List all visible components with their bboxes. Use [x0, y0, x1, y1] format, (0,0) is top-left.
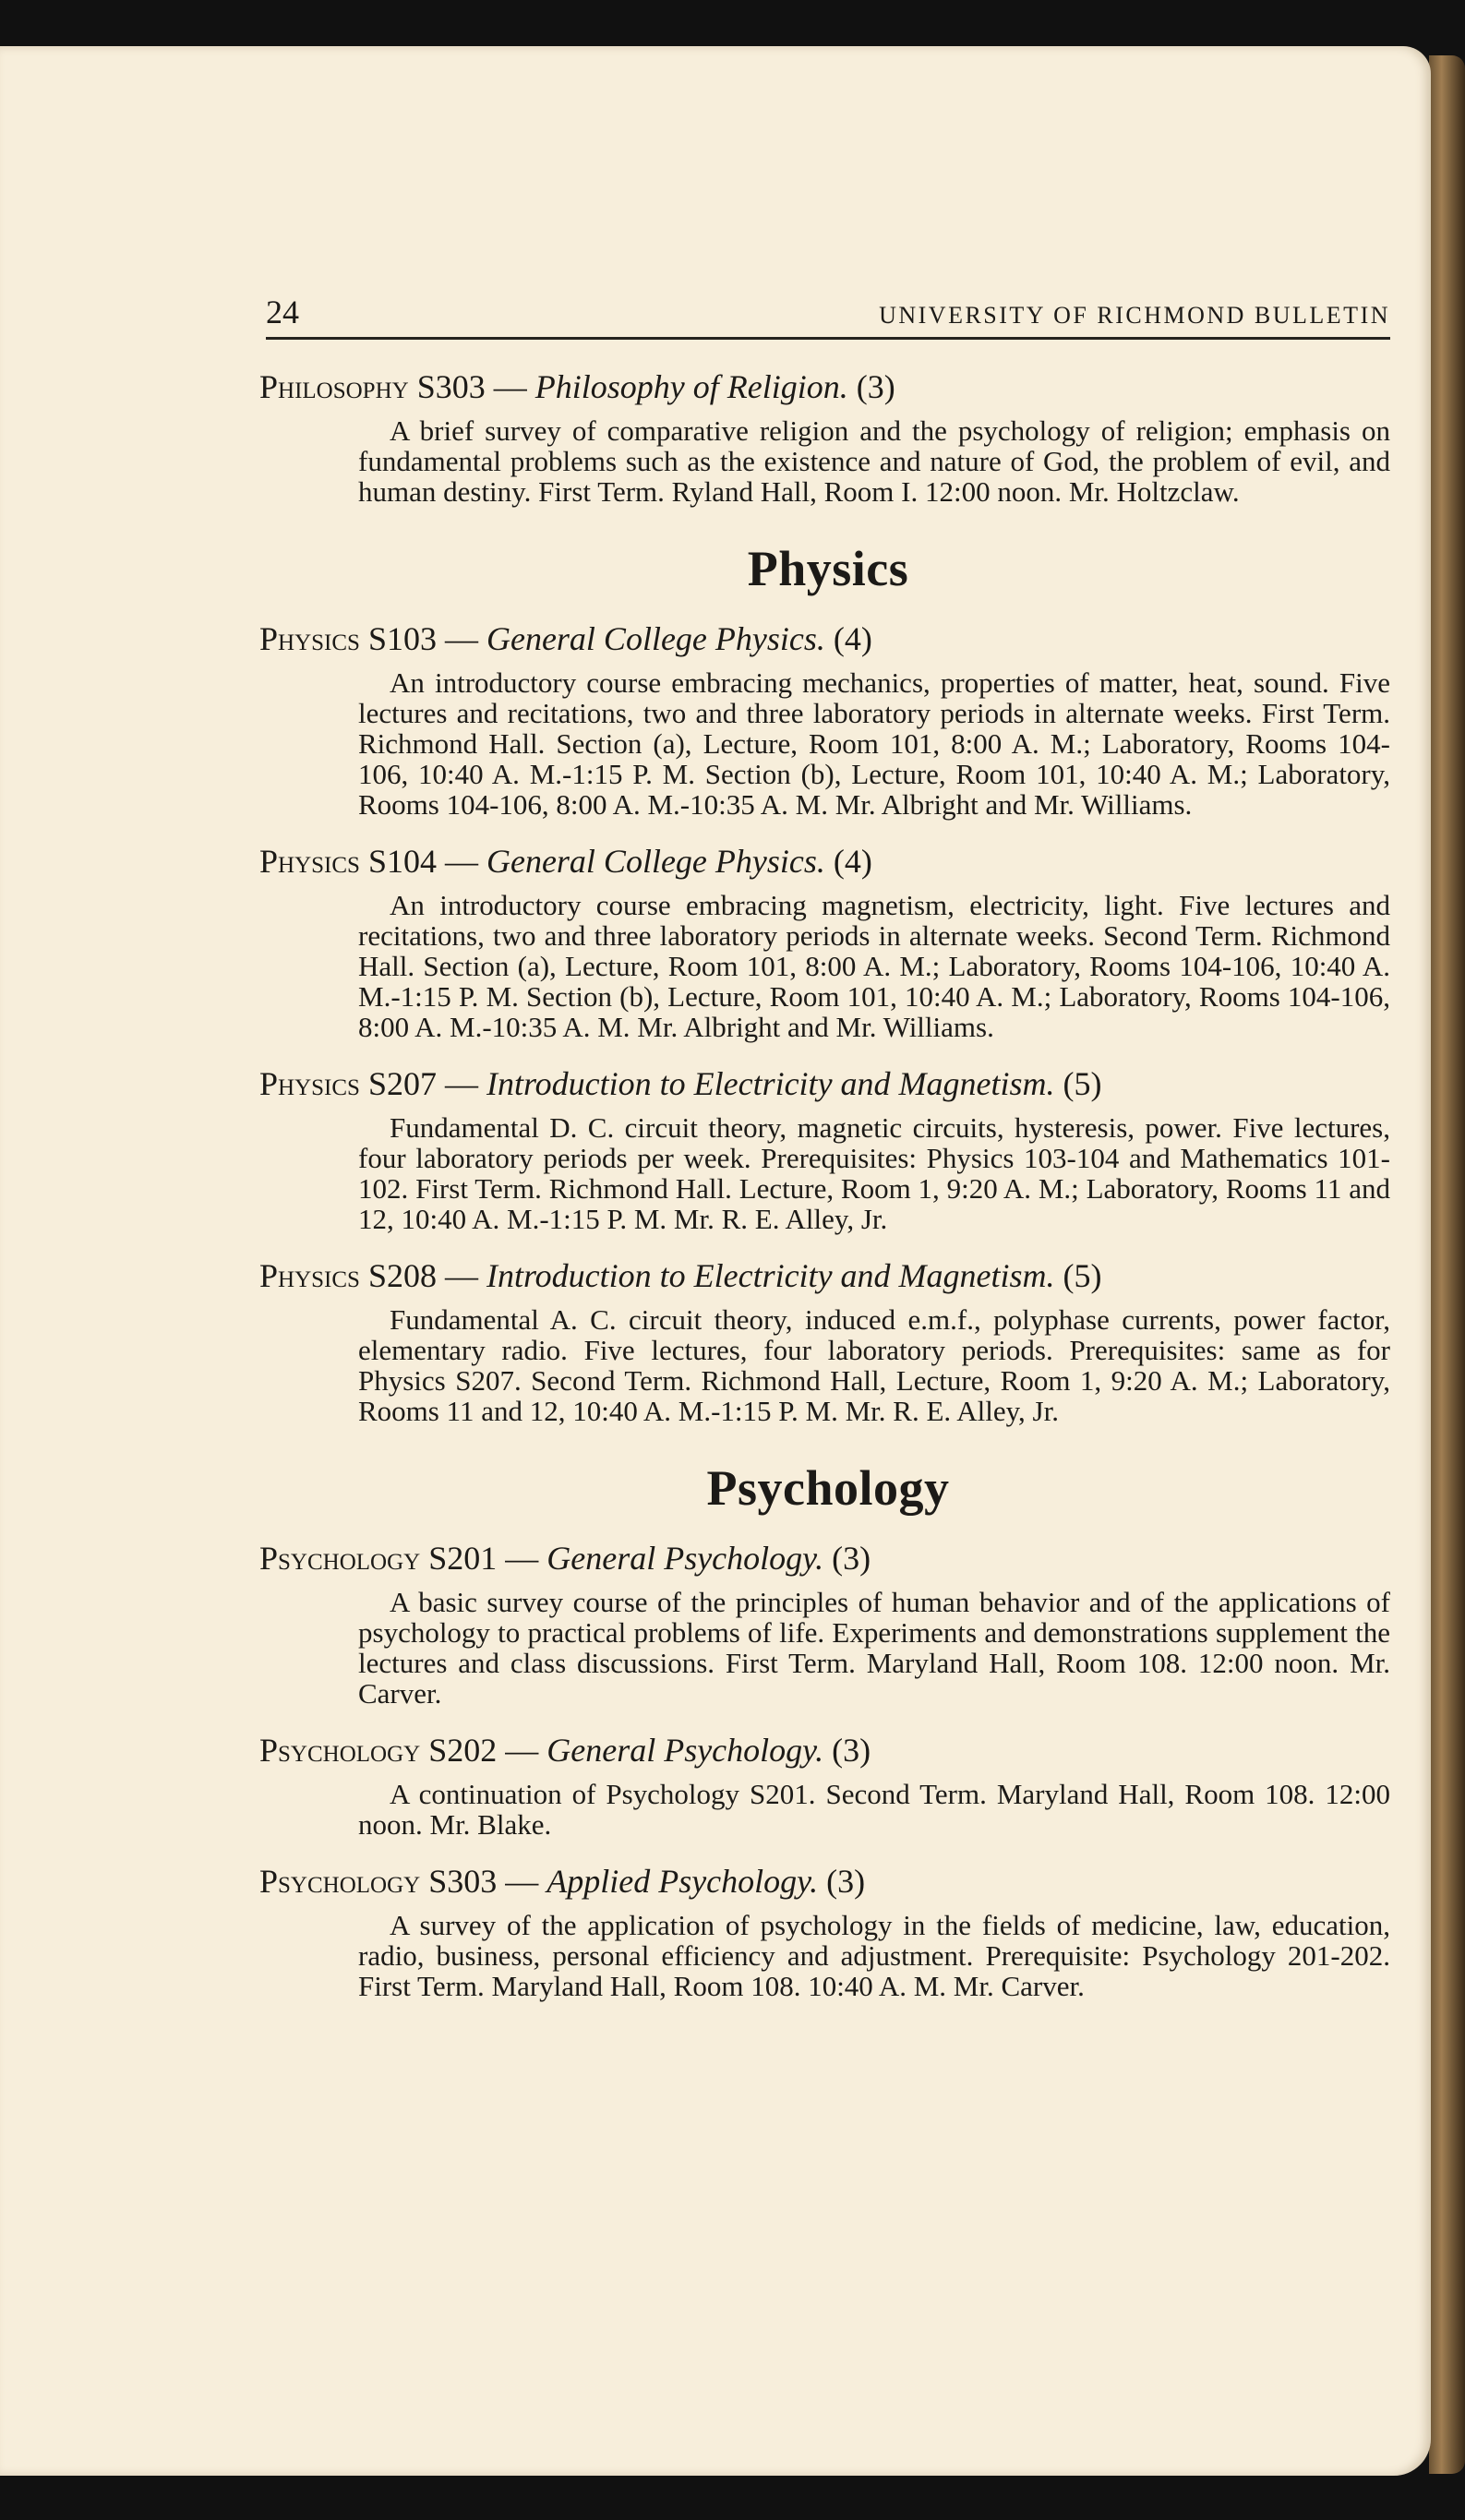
book-page-edge	[1429, 55, 1465, 2474]
course-dash: —	[444, 1065, 478, 1102]
course-number: S201	[428, 1540, 498, 1577]
course-department: Physics	[259, 620, 360, 657]
course-dash: —	[505, 1540, 539, 1577]
bulletin-title: UNIVERSITY OF RICHMOND BULLETIN	[879, 302, 1390, 329]
course-description: A basic survey course of the principles of human behavior and of the applications of psychology to practical problems of life. Experiments and demonstrations supplement the lectures and class discussions. First Term. Maryland Hall, Room 108. 12:00 noon. Mr. Carver.	[358, 1586, 1390, 1710]
course-number: S202	[428, 1732, 498, 1769]
course-heading	[259, 618, 1390, 660]
course-credits: (3)	[832, 1732, 871, 1769]
course-dash: —	[444, 843, 478, 880]
course-department: Psychology	[259, 1732, 421, 1769]
running-head	[266, 291, 1390, 340]
course-heading	[259, 840, 1390, 882]
course-dash: —	[493, 368, 527, 405]
course-number: S207	[367, 1065, 437, 1102]
course-title: Introduction to Electricity and Magnetism.	[486, 1257, 1055, 1294]
course-physics-s208	[259, 1254, 1390, 1427]
course-credits: (3)	[832, 1540, 871, 1577]
course-title: Applied Psychology.	[546, 1863, 819, 1900]
course-heading	[259, 1860, 1390, 1902]
course-description: An introductory course embracing magnetism, electricity, light. Five lectures and recitations, two and three laboratory periods in alternate weeks. Second Term. Richmond Hall. Section (a), Lecture, Room 101, 8:00 A. M.; Laboratory, Rooms 104-106, 10:40 A. M.-1:15 P. M. Section (b), Lecture, Room 101, 10:40 A. M.; Laboratory, Rooms 104-106, 8:00 A. M.-10:35 A. M. Mr. Albright and Mr. Williams.	[358, 889, 1390, 1043]
course-department: Psychology	[259, 1863, 421, 1900]
course-dash: —	[505, 1863, 539, 1900]
course-title: General College Physics.	[486, 843, 825, 880]
course-credits: (3)	[856, 368, 895, 405]
course-number: S103	[367, 620, 437, 657]
course-heading	[259, 366, 1390, 408]
course-description: Fundamental A. C. circuit theory, induced e.m.f., polyphase currents, power factor, elementary radio. Five lectures, four laboratory periods. Prerequisites: same as for Physics S207. Second Term. Richmond Hall, Lecture, Room 1, 9:20 A. M.; Laboratory, Rooms 11 and 12, 10:40 A. M.-1:15 P. M. Mr. R. E. Alley, Jr.	[358, 1303, 1390, 1427]
course-department: Physics	[259, 843, 360, 880]
section-physics	[259, 540, 1390, 1427]
course-number: S208	[367, 1257, 437, 1294]
course-description: An introductory course embracing mechanics, properties of matter, heat, sound. Five lectures and recitations, two and three laboratory periods in alternate weeks. First Term. Richmond Hall. Section (a), Lecture, Room 101, 8:00 A. M.; Laboratory, Rooms 104-106, 10:40 A. M.-1:15 P. M. Section (b), Lecture, Room 101, 10:40 A. M.; Laboratory, Rooms 104-106, 8:00 A. M.-10:35 A. M. Mr. Albright and Mr. Williams.	[358, 666, 1390, 821]
course-department: Physics	[259, 1065, 360, 1102]
course-heading	[259, 1537, 1390, 1579]
course-department: Philosophy	[259, 368, 409, 405]
course-physics-s103	[259, 618, 1390, 821]
course-credits: (5)	[1063, 1065, 1102, 1102]
course-description: A brief survey of comparative religion and the psychology of religion; emphasis on fundamental problems such as the existence and nature of God, the problem of evil, and human destiny. First Term. Ryland Hall, Room I. 12:00 noon. Mr. Holtzclaw.	[358, 414, 1390, 508]
course-psychology-s202	[259, 1729, 1390, 1841]
course-title: General College Physics.	[486, 620, 825, 657]
page-number: 24	[266, 294, 299, 330]
course-description: Fundamental D. C. circuit theory, magnetic circuits, hysteresis, power. Five lectures, four laboratory periods per week. Prerequisites: Physics 103-104 and Mathematics 101-102. First Term. Richmond Hall. Lecture, Room 1, 9:20 A. M.; Laboratory, Rooms 11 and 12, 10:40 A. M.-1:15 P. M. Mr. R. E. Alley, Jr.	[358, 1111, 1390, 1235]
course-credits: (4)	[833, 843, 872, 880]
course-description: A continuation of Psychology S201. Second Term. Maryland Hall, Room 108. 12:00 noon. Mr. Blake.	[358, 1778, 1390, 1841]
section-psychology	[259, 1459, 1390, 2002]
course-heading	[259, 1254, 1390, 1297]
course-philosophy-s303	[259, 366, 1390, 508]
course-psychology-s303	[259, 1860, 1390, 2002]
course-title: General Psychology.	[546, 1540, 824, 1577]
course-title: Philosophy of Religion.	[534, 368, 848, 405]
course-title: Introduction to Electricity and Magnetism.	[486, 1065, 1055, 1102]
course-credits: (5)	[1063, 1257, 1102, 1294]
course-number: S104	[367, 843, 437, 880]
course-dash: —	[444, 620, 478, 657]
course-department: Psychology	[259, 1540, 421, 1577]
course-psychology-s201	[259, 1537, 1390, 1710]
course-heading	[259, 1062, 1390, 1105]
course-department: Physics	[259, 1257, 360, 1294]
course-title: General Psychology.	[546, 1732, 824, 1769]
page-content	[259, 291, 1390, 2002]
section-heading-psychology: Psychology	[706, 1460, 950, 1516]
course-number: S303	[428, 1863, 498, 1900]
course-heading	[259, 1729, 1390, 1771]
course-physics-s104	[259, 840, 1390, 1043]
course-physics-s207	[259, 1062, 1390, 1235]
course-description: A survey of the application of psychology in the fields of medicine, law, education, radio, business, personal efficiency and adjustment. Prerequisite: Psychology 201-202. First Term. Maryland Hall, Room 108. 10:40 A. M. Mr. Carver.	[358, 1909, 1390, 2002]
course-dash: —	[444, 1257, 478, 1294]
course-credits: (4)	[833, 620, 872, 657]
section-heading-physics: Physics	[747, 541, 909, 596]
course-credits: (3)	[826, 1863, 866, 1900]
course-number: S303	[416, 368, 486, 405]
course-dash: —	[505, 1732, 539, 1769]
section-philosophy	[259, 366, 1390, 508]
